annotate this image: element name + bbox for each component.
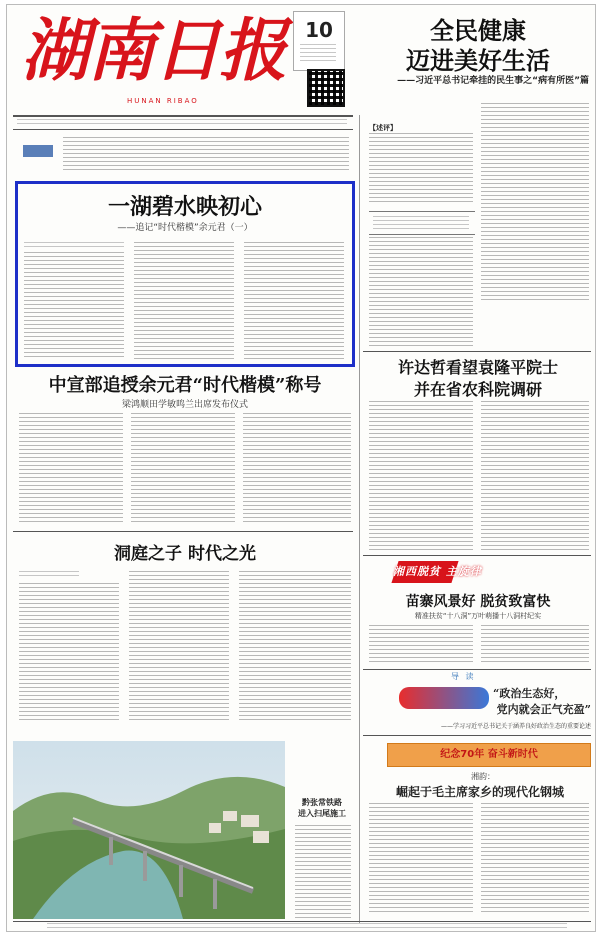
guide-label: 导 读 — [451, 672, 476, 681]
masthead-subtitle: HUNAN RIBAO — [127, 97, 199, 105]
guide-sub: ——学习习近平总书记关于涵养良好政治生态的重要论述 — [440, 723, 591, 730]
anniversary-banner-text: 纪念70年 奋斗新时代 — [440, 749, 538, 760]
bottom-right-kicker: 湘韵： — [471, 772, 495, 781]
date-box — [293, 11, 345, 71]
photo-caption-line1: 黔张常铁路 — [302, 798, 342, 807]
bottom-right-title: 崛起于毛主席家乡的现代化钢城 — [395, 785, 564, 799]
story3-title: 洞庭之子 时代之光 — [114, 544, 256, 564]
masthead-title: 湖南日报 — [21, 11, 286, 91]
story-right-mid-title-1: 许达哲看望袁隆平院士 — [397, 358, 558, 377]
story-right-low-title: 苗寨风景好 脱贫致富快 — [405, 594, 551, 610]
lead-story-subtitle: ——追记“时代楷模”余元君（一） — [117, 223, 253, 233]
bridge-photo-image — [13, 741, 285, 919]
story-right-low-subtitle: 精准扶贫“十八洞”万叶萌播十八洞村纪实 — [414, 612, 542, 620]
top-right-headline-2: 迈进美好生活 — [406, 46, 550, 75]
story2-subtitle: 梁鸿顺田学敏鸣兰出席发布仪式 — [121, 400, 248, 410]
story2-title: 中宣部追授余元君“时代楷模”称号 — [48, 375, 322, 396]
date-day: 10 — [305, 18, 333, 42]
newspaper-page — [6, 4, 596, 932]
lead-story-title: 一湖碧水映初心 — [107, 194, 262, 220]
guide-logo — [399, 687, 489, 709]
top-right-side-label: 【述评】 — [369, 124, 397, 132]
top-right-headline-1: 全民健康 — [430, 16, 526, 45]
poverty-banner: 湘西脱贫 主旋律 — [393, 565, 482, 578]
guide-headline-1: “政治生态好， — [493, 687, 566, 700]
top-right-subhead: ——习近平总书记牵挂的民生事之“病有所医”篇 — [397, 76, 589, 86]
photo-caption-line2: 进入扫尾施工 — [298, 809, 346, 818]
lead-story-box — [15, 181, 355, 367]
story-right-mid-title-2: 并在省农科院调研 — [413, 380, 542, 399]
photo-caption-title — [295, 797, 349, 819]
qr-code-icon — [307, 69, 345, 107]
section-tag — [23, 145, 53, 157]
top-right-inset-box — [369, 211, 475, 235]
anniversary-banner — [387, 743, 591, 767]
guide-headline-2: 党内就会正气充盈” — [496, 703, 591, 716]
bridge-photo — [13, 741, 285, 919]
